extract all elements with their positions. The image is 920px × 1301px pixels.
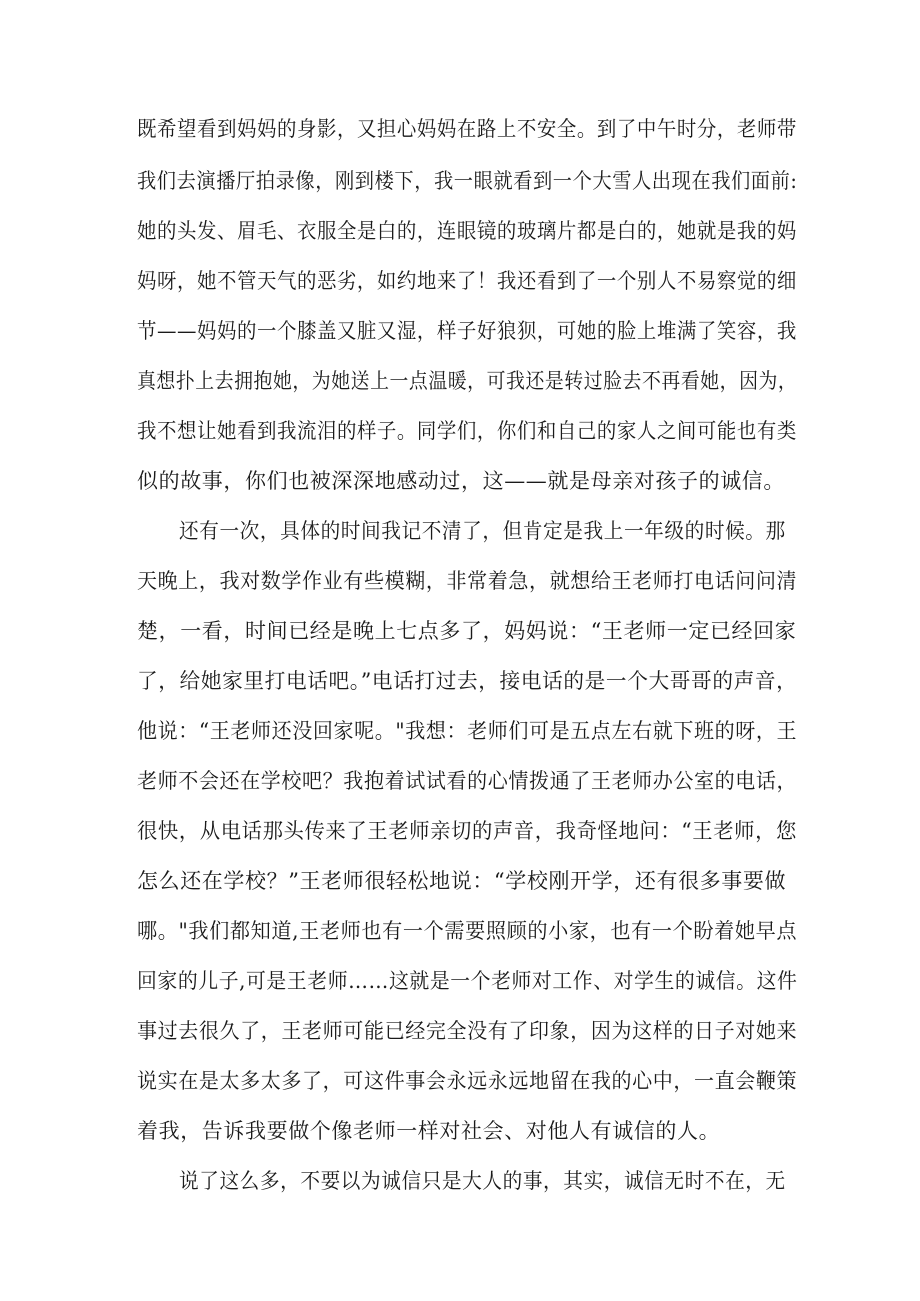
text-line: 着我，告诉我要做个像老师一样对社会、对他人有诚信的人。 [137, 1119, 721, 1143]
text-line: 怎么还在学校？”王老师很轻松地说：“学校刚开学，还有很多事要做 [137, 869, 787, 893]
text-line: 了，给她家里打电话吧。”电话打过去，接电话的是一个大哥哥的声音， [137, 669, 798, 693]
text-line: 哪。"我们都知道,王老师也有一个需要照顾的小家，也有一个盼着她早点 [137, 919, 798, 943]
text-line: 妈呀，她不管天气的恶劣，如约地来了！我还看到了一个别人不易察觉的细 [137, 269, 797, 293]
text-line: 我们去演播厅拍录像，刚到楼下，我一眼就看到一个大雪人出现在我们面前: [137, 169, 798, 193]
text-line: 他说：“王老师还没回家呢。"我想：老师们可是五点左右就下班的呀，王 [137, 719, 798, 743]
text-line: 既希望看到妈妈的身影，又担心妈妈在路上不安全。到了中午时分，老师带 [137, 117, 797, 141]
text-line: 楚，一看，时间已经是晚上七点多了，妈妈说：“王老师一定已经回家 [137, 619, 797, 643]
text-line: 很快，从电话那头传来了王老师亲切的声音，我奇怪地问：“王老师，您 [137, 819, 797, 843]
text-line: 天晚上，我对数学作业有些模糊，非常着急，就想给王老师打电话问问清 [137, 569, 798, 593]
paragraph-start-line: 说了这么多，不要以为诚信只是大人的事，其实，诚信无时不在，无 [179, 1169, 786, 1193]
text-line: 说实在是太多太多了，可这件事会永远永远地留在我的心中，一直会鞭策 [137, 1069, 798, 1093]
text-line: 老师不会还在学校吧？我抱着试试看的心情拨通了王老师办公室的电话， [137, 769, 798, 793]
paragraph-start-line: 还有一次，具体的时间我记不清了，但肯定是我上一年级的时候。那 [179, 519, 786, 543]
text-line: 回家的儿子,可是王老师……这就是一个老师对工作、对学生的诚信。这件 [137, 969, 798, 993]
text-line: 似的故事，你们也被深深地感动过，这——就是母亲对孩子的诚信。 [137, 469, 785, 493]
text-line: 事过去很久了，王老师可能已经完全没有了印象，因为这样的日子对她来 [137, 1019, 798, 1043]
text-line: 她的头发、眉毛、衣服全是白的，连眼镜的玻璃片都是白的，她就是我的妈 [137, 219, 797, 243]
text-line: 真想扑上去拥抱她，为她送上一点温暖，可我还是转过脸去不再看她，因为， [137, 369, 798, 393]
text-line: 我不想让她看到我流泪的样子。同学们，你们和自己的家人之间可能也有类 [137, 419, 797, 443]
text-line: 节——妈妈的一个膝盖又脏又湿，样子好狼狈，可她的脸上堆满了笑容，我 [137, 319, 797, 343]
